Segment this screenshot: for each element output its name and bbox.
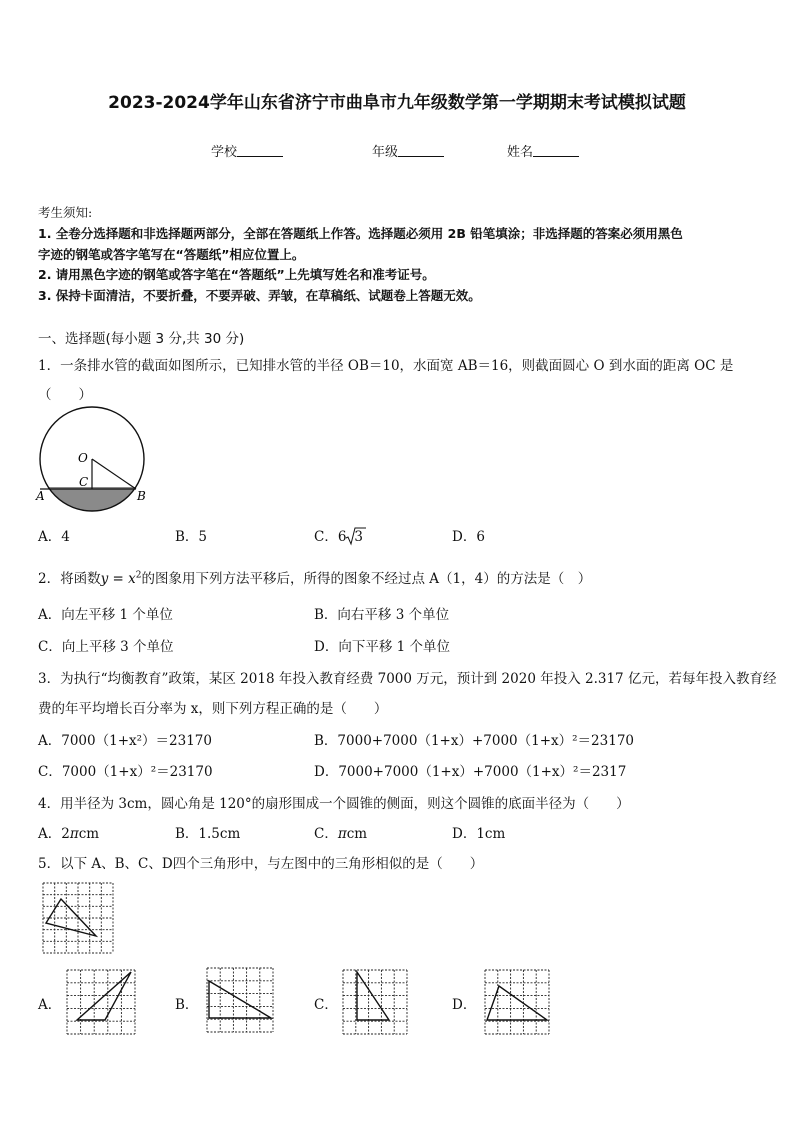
q4-option-b: B．1.5cm <box>175 826 241 842</box>
q4-option-a <box>38 822 99 842</box>
segment-OB <box>92 459 136 489</box>
q1-option-c-prefix: C．6 <box>314 529 347 545</box>
q2-option-c: C．向上平移 3 个单位 <box>38 639 174 655</box>
q5-option-d-label: D． <box>452 997 477 1013</box>
school-blank <box>237 144 283 157</box>
question-3-text-cont: 费的年平均增长百分率为 x，则下列方程正确的是（ ） <box>38 701 388 717</box>
q3-option-d: D．7000+7000（1+x）+7000（1+x）²＝2317 <box>314 764 627 780</box>
label-A: A <box>36 489 45 503</box>
label-C: C <box>79 475 89 489</box>
q3-option-a: A．7000（1+x²）＝23170 <box>38 733 212 749</box>
q2-func-eq: = <box>108 571 129 587</box>
question-2-text <box>38 567 591 587</box>
q5-option-c-grid <box>343 970 407 1034</box>
q1-option-d: D．6 <box>452 529 485 545</box>
school-label: 学校 <box>211 145 238 160</box>
note-line: 字迹的钢笔或答字笔写在“答题纸”相应位置上。 <box>38 247 305 262</box>
note-line: 1. 全卷分选择题和非选择题两部分，全部在答题纸上作答。选择题必须用 2B 铅笔填涂；非选择题的答案必须用黑色 <box>38 226 683 241</box>
q1-option-a: A．4 <box>38 529 70 545</box>
question-1-paren: （ ） <box>38 387 92 403</box>
q2-prefix: 2．将函数 <box>38 571 101 587</box>
question-1-text: 1．一条排水管的截面如图所示，已知排水管的半径 OB＝10，水面宽 AB＝16，则截面圆心 O 到水面的距离 OC 是 <box>38 358 734 374</box>
q1-pipe-figure <box>36 405 156 515</box>
grade-blank <box>398 144 444 157</box>
option-d-triangle <box>487 986 547 1020</box>
label-B: B <box>137 489 146 503</box>
q3-option-b: B．7000+7000（1+x）+7000（1+x）²＝23170 <box>314 733 634 749</box>
q4-option-d: D．1cm <box>452 826 506 842</box>
q1-option-b: B．5 <box>175 529 208 545</box>
q5-option-a-label: A． <box>38 997 62 1013</box>
question-3-text: 3．为执行“均衡教育”政策，某区 2018 年投入教育经费 7000 万元，预计到 2020 年投入 2.317 亿元，若每年投入教育经 <box>38 671 777 687</box>
q2-option-b: B．向右平移 3 个单位 <box>314 607 450 623</box>
q5-option-a-grid <box>67 970 135 1034</box>
note-line: 3. 保持卡面清洁，不要折叠，不要弄破、弄皱，在草稿纸、试题卷上答题无效。 <box>38 288 481 303</box>
q5-option-b-label: B． <box>175 997 199 1013</box>
q5-reference-grid <box>43 883 113 953</box>
name-field <box>507 141 579 160</box>
q4-c-unit: cm <box>346 826 368 842</box>
q2-option-d: D．向下平移 1 个单位 <box>314 639 450 655</box>
q4-a-unit: cm <box>78 826 100 842</box>
q2-func-y: y <box>100 571 109 587</box>
sqrt-symbol <box>346 528 363 545</box>
q2-option-a: A．向左平移 1 个单位 <box>38 607 173 623</box>
question-5-text: 5．以下 A、B、C、D四个三角形中，与左图中的三角形相似的是（ ） <box>38 856 484 872</box>
q4-c-pi: π <box>337 826 347 842</box>
q5-option-b-grid <box>207 968 273 1032</box>
q5-option-c-label: C． <box>314 997 338 1013</box>
q4-a-pi: π <box>69 826 79 842</box>
reference-triangle <box>46 899 96 936</box>
q2-suffix: 的图象用下列方法平移后，所得的图象不经过点 A（1，4）的方法是（ ） <box>141 571 592 587</box>
q4-a-prefix: A．2 <box>38 826 70 842</box>
option-b-triangle <box>209 981 271 1018</box>
page-title: 2023-2024学年山东省济宁市曲阜市九年级数学第一学期期末考试模拟试题 <box>108 93 686 113</box>
note-line: 2. 请用黑色字迹的钢笔或答字笔在“答题纸”上先填写姓名和准考证号。 <box>38 267 435 282</box>
q1-option-c <box>314 525 363 545</box>
name-blank <box>533 144 579 157</box>
grade-field <box>372 141 444 160</box>
q4-c-prefix: C． <box>314 826 338 842</box>
notes-heading: 考生须知: <box>38 205 93 220</box>
name-label: 姓名 <box>507 145 534 160</box>
q2-func-exp: 2 <box>135 570 142 581</box>
school-field <box>211 141 283 160</box>
q3-option-c: C．7000（1+x）²＝23170 <box>38 764 213 780</box>
q2-func-x: x <box>128 571 136 587</box>
sqrt-radicand: 3 <box>354 529 364 545</box>
q4-option-c <box>314 822 367 842</box>
section-heading: 一、选择题(每小题 3 分,共 30 分) <box>38 331 245 347</box>
q5-option-d-grid <box>485 970 549 1034</box>
label-O: O <box>78 451 88 465</box>
question-4-text: 4．用半径为 3cm，圆心角是 120°的扇形围成一个圆锥的侧面，则这个圆锥的底面半径为（ ） <box>38 796 630 812</box>
grade-label: 年级 <box>372 145 399 160</box>
